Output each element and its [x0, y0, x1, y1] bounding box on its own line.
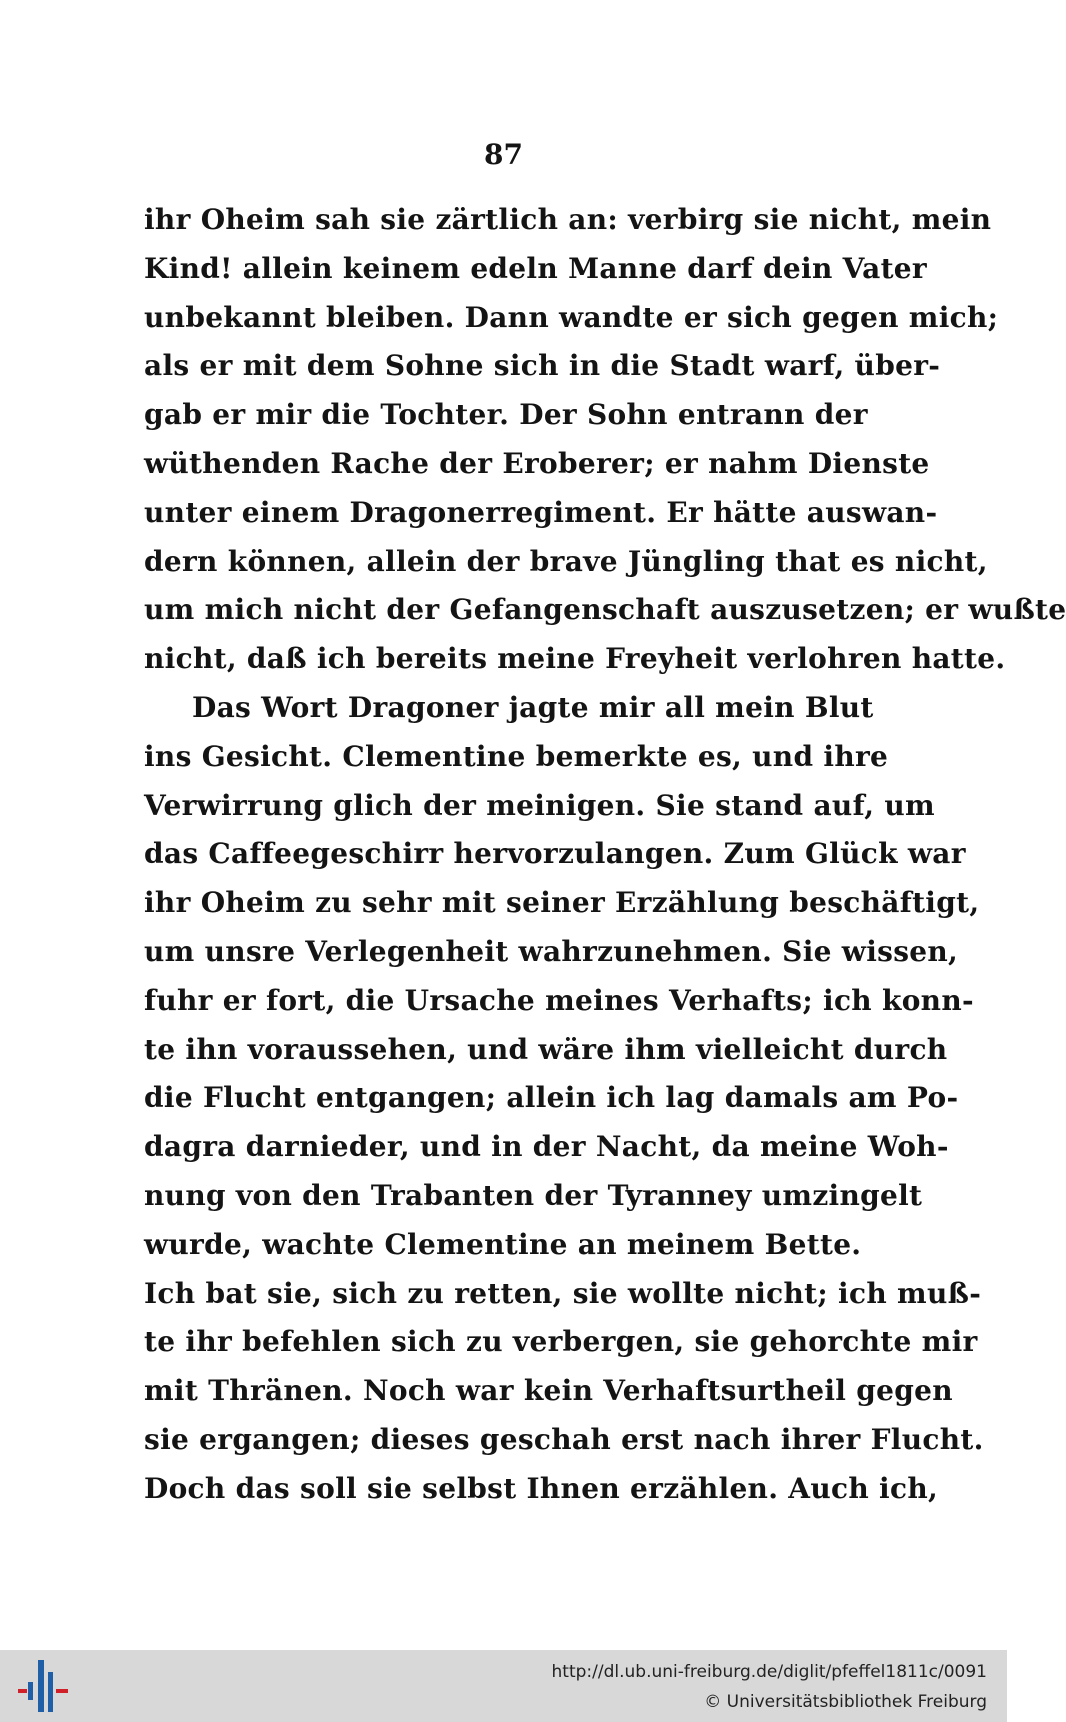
text-line: nung von den Trabanten der Tyranney umzingelt — [144, 1178, 923, 1212]
text-line: Verwirrung glich der meinigen. Sie stand auf, um — [144, 788, 935, 822]
text-line: Ich bat sie, sich zu retten, sie wollte nicht; ich muß- — [144, 1276, 982, 1310]
permalink-url[interactable]: http://dl.ub.uni-freiburg.de/diglit/pfeffel1811c/0091 — [551, 1662, 987, 1682]
text-line: ihr Oheim zu sehr mit seiner Erzählung beschäftigt, — [144, 886, 980, 920]
text-line: Kind! allein keinem edeln Manne darf dein Vater — [144, 251, 927, 285]
text-line: Doch das soll sie selbst Ihnen erzählen. Auch ich, — [144, 1471, 939, 1505]
text-line: te ihr befehlen sich zu verbergen, sie gehorchte mir — [144, 1325, 978, 1359]
text-line: Das Wort Dragoner jagte mir all mein Blut — [192, 690, 874, 724]
text-line: wurde, wachte Clementine an meinem Bette. — [144, 1227, 862, 1261]
text-line: te ihn voraussehen, und wäre ihm vielleicht durch — [144, 1032, 948, 1066]
text-line: das Caffeegeschirr hervorzulangen. Zum Glück war — [144, 837, 966, 871]
page-text — [144, 196, 1066, 1514]
text-line: sie ergangen; dieses geschah erst nach ihrer Flucht. — [144, 1422, 984, 1456]
text-line: wüthenden Rache der Eroberer; er nahm Dienste — [144, 446, 930, 480]
text-line: dagra darnieder, und in der Nacht, da meine Woh- — [144, 1130, 949, 1164]
text-line: ins Gesicht. Clementine bemerkte es, und ihre — [144, 739, 889, 773]
text-line: mit Thränen. Noch war kein Verhaftsurtheil gegen — [144, 1374, 953, 1408]
text-line: nicht, daß ich bereits meine Freyheit verlohren hatte. — [144, 642, 1006, 676]
text-line: ihr Oheim sah sie zärtlich an: verbirg sie nicht, mein — [144, 203, 992, 236]
text-line: unbekannt bleiben. Dann wandte er sich gegen mich; — [144, 300, 999, 334]
text-line: die Flucht entgangen; allein ich lag damals am Po- — [144, 1081, 959, 1115]
text-line: unter einem Dragonerregiment. Er hätte auswan- — [144, 495, 938, 529]
viewer-footer — [0, 1650, 1007, 1722]
text-line: gab er mir die Tochter. Der Sohn entrann der — [144, 398, 868, 432]
copyright-notice: © Universitätsbibliothek Freiburg — [704, 1692, 987, 1712]
text-line: um mich nicht der Gefangenschaft auszusetzen; er wußte — [144, 593, 1066, 627]
text-line: um unsre Verlegenheit wahrzunehmen. Sie wissen, — [144, 934, 959, 968]
page-number: 87 — [484, 138, 523, 171]
text-line: dern können, allein der brave Jüngling that es nicht, — [144, 544, 988, 578]
text-line: fuhr er fort, die Ursache meines Verhafts; ich konn- — [144, 983, 974, 1017]
university-library-logo-icon — [18, 1658, 68, 1714]
text-line: als er mit dem Sohne sich in die Stadt warf, über- — [144, 349, 941, 383]
